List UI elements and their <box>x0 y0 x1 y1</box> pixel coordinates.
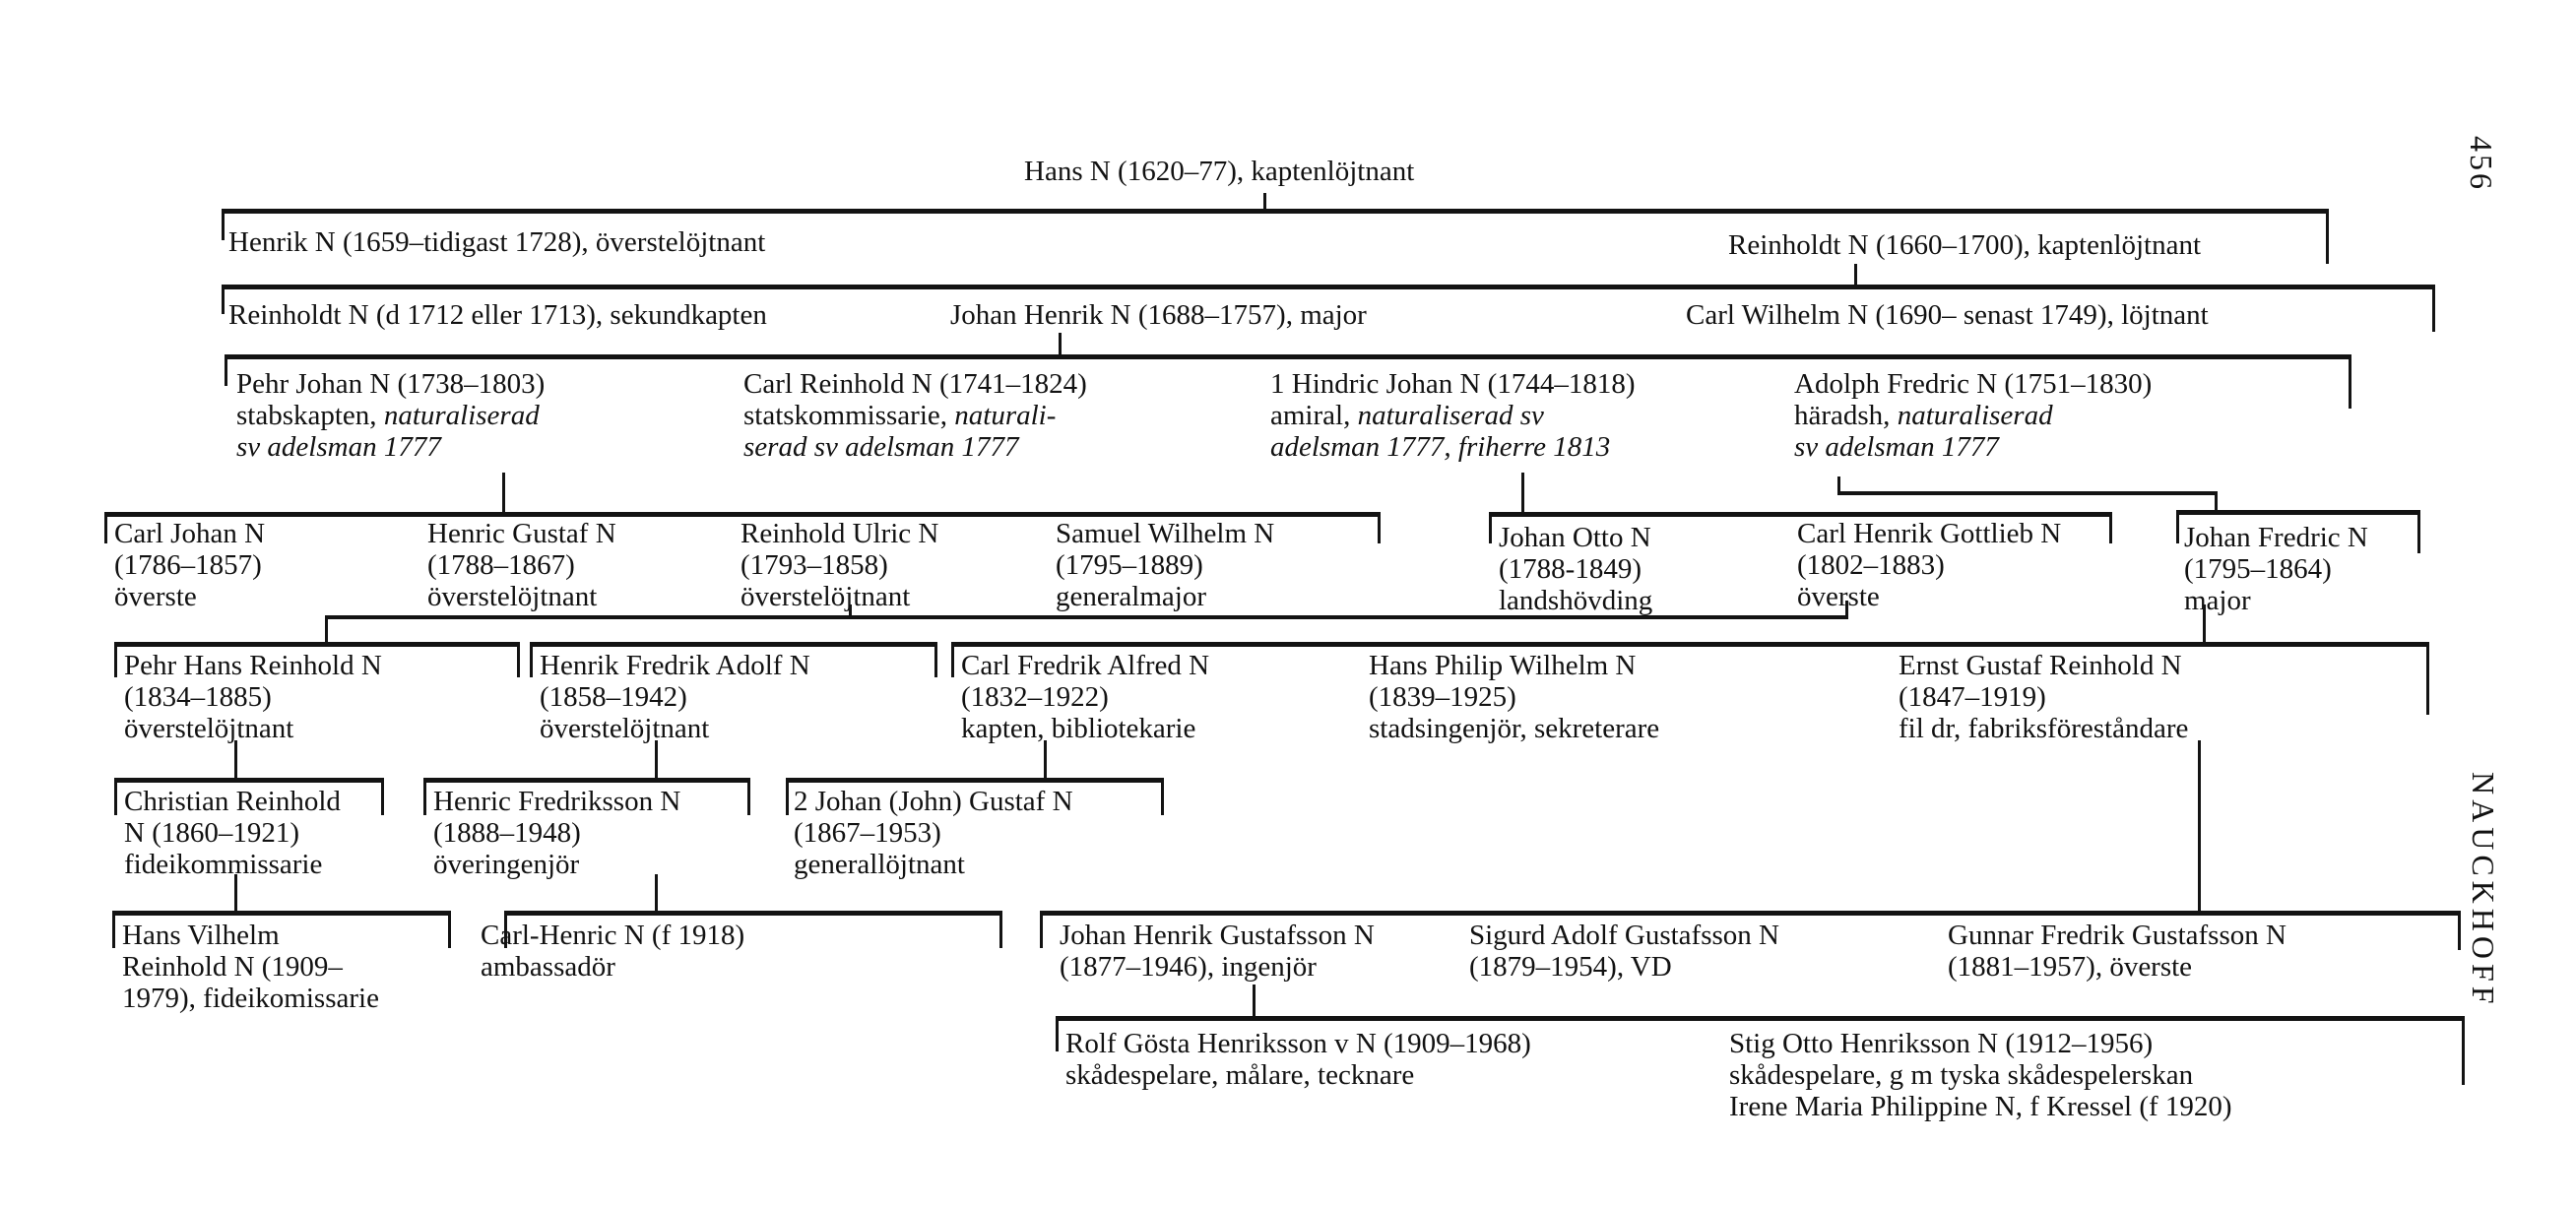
person-text-line: adelsman 1777, friherre 1813 <box>1270 431 1611 463</box>
person-carl-reinhold-n <box>743 368 1087 463</box>
person-text-line: (1834–1885) <box>124 681 272 713</box>
gen3-left-tick <box>222 285 225 314</box>
person-text-line: (1888–1948) <box>433 817 581 849</box>
gen2-sibling-line <box>222 209 2326 214</box>
person-henric-gustaf-n <box>427 518 616 612</box>
gen5-right-line-left-tick <box>2176 510 2179 543</box>
person-text-line: Carl Reinhold N (1741–1824) <box>743 368 1087 400</box>
person-text-line: (1832–1922) <box>961 681 1109 713</box>
person-text-line: överingenjör <box>433 849 580 880</box>
pehr-johan-drop <box>502 473 505 514</box>
gen9-left-tick <box>1056 1016 1059 1051</box>
gen8-bracket-1-left-tick <box>112 911 115 948</box>
person-hans-philip-wilhelm-n <box>1369 650 1659 744</box>
person-rolf-gosta-henriksson-v-n <box>1065 1028 1531 1091</box>
ernst-long-drop <box>2198 740 2201 913</box>
gen9-line <box>1056 1016 2465 1021</box>
person-text-line: Henrik Fredrik Adolf N <box>540 650 810 681</box>
person-hans-n <box>1024 156 1414 187</box>
gen6-bracket-2-left-tick <box>530 642 533 677</box>
person-henrik-fredrik-adolf-n <box>540 650 810 744</box>
person-stig-otto-henriksson-n <box>1729 1028 2232 1122</box>
person-text-line: stadsingenjör, sekreterare <box>1369 713 1660 744</box>
person-johan-john-gustaf-n <box>794 786 1073 880</box>
person-text-line: (1881–1957), överste <box>1948 951 2193 983</box>
pehr-hans-drop <box>234 740 237 780</box>
gen6-bracket-1-left-tick <box>114 642 117 677</box>
adolph-child-drop <box>2215 491 2218 512</box>
person-text-line: sv adelsman 1777 <box>236 431 441 463</box>
person-text-line: Henric Fredriksson N <box>433 786 681 817</box>
page-number: 456 <box>2464 136 2499 192</box>
person-text-line: Henrik N (1659–tidigast 1728), överstelöjtnant <box>228 226 766 258</box>
person-text-line: överste <box>1797 581 1880 612</box>
person-text-line: överste <box>114 581 197 612</box>
gen9-right-tick <box>2462 1016 2465 1085</box>
person-text-line: stabskapten, naturaliserad <box>236 400 540 431</box>
person-text-line: Pehr Johan N (1738–1803) <box>236 368 546 400</box>
person-text-line: Hans Philip Wilhelm N <box>1369 650 1637 681</box>
gen5-right-line-right-tick <box>2417 510 2420 553</box>
person-text-line: 1979), fideikomissarie <box>122 983 379 1014</box>
gen6-bracket-3-left-tick <box>951 642 954 677</box>
person-text-line: häradsh, naturaliserad <box>1794 400 2053 431</box>
person-text-line: Carl Wilhelm N (1690– senast 1749), löjtnant <box>1686 299 2209 331</box>
person-text-line: Johan Otto N <box>1499 522 1651 553</box>
gen7-bracket-2-left-tick <box>423 778 426 815</box>
person-text-line: major <box>2184 585 2251 616</box>
johan-henrik-drop <box>1059 333 1062 356</box>
person-text-line: Reinholdt N (1660–1700), kaptenlöjtnant <box>1728 229 2202 261</box>
person-henrik-n <box>228 226 765 258</box>
person-text-line: Johan Fredric N <box>2184 522 2368 553</box>
gen7-bracket-3 <box>786 778 1164 783</box>
person-carl-henrik-gottlieb-n <box>1797 518 2061 612</box>
gen7-bracket-1-left-tick <box>114 778 117 815</box>
person-text-line: (1847–1919) <box>1899 681 2046 713</box>
person-text-line: Adolph Fredric N (1751–1830) <box>1794 368 2153 400</box>
person-text-line: överstelöjtnant <box>540 713 710 744</box>
person-johan-henrik-n <box>950 299 1367 331</box>
person-text-line: (1858–1942) <box>540 681 687 713</box>
person-text-line: amiral, naturaliserad sv <box>1270 400 1544 431</box>
gen5-mid-line-right-tick <box>2109 512 2112 543</box>
person-pehr-hans-reinhold-n <box>124 650 382 744</box>
person-text-line: (1839–1925) <box>1369 681 1516 713</box>
gen6-bracket-1 <box>114 642 520 647</box>
person-text-line: kapten, bibliotekarie <box>961 713 1196 744</box>
gen4-left-tick <box>225 354 227 386</box>
person-text-line: skådespelare, målare, tecknare <box>1065 1059 1415 1091</box>
gen6-bracket-3-right-corner <box>2426 642 2429 715</box>
gen7-bracket-1 <box>114 778 384 783</box>
person-samuel-wilhelm-n <box>1056 518 1274 612</box>
person-text-line: (1879–1954), VD <box>1469 951 1672 983</box>
person-text-line: (1788–1867) <box>427 549 575 581</box>
person-text-line: Rolf Gösta Henriksson v N (1909–1968) <box>1065 1028 1531 1059</box>
person-sigurd-adolf-gustafsson-n <box>1469 920 1779 983</box>
person-text-line: N (1860–1921) <box>124 817 300 849</box>
person-text-line: Samuel Wilhelm N <box>1056 518 1275 549</box>
person-text-line: Reinhold N (1909– <box>122 951 343 983</box>
person-johan-fredric-n <box>2184 522 2368 616</box>
hindric-drop <box>1521 473 1524 514</box>
gen8-bracket-3 <box>1040 911 2461 916</box>
person-text-line: Carl Fredrik Alfred N <box>961 650 1210 681</box>
gen2-right-tick <box>2326 209 2329 264</box>
person-text-line: (1795–1889) <box>1056 549 1203 581</box>
person-reinholdt-n-d1712 <box>228 299 767 331</box>
person-text-line: ambassadör <box>481 951 615 983</box>
family-name-margin: NAUCKHOFF <box>2466 772 2501 1009</box>
gen5-left-line-left-tick <box>104 512 107 543</box>
person-gunnar-fredrik-gustafsson-n <box>1948 920 2286 983</box>
gen6-bracket-2-right-tick <box>934 642 937 677</box>
person-text-line: Pehr Hans Reinhold N <box>124 650 382 681</box>
person-text-line: generallöjtnant <box>794 849 965 880</box>
person-text-line: Henric Gustaf N <box>427 518 616 549</box>
gen8-bracket-1 <box>112 911 451 916</box>
gen6-bracket-2 <box>530 642 937 647</box>
gen6-bracket-1-right-tick <box>517 642 520 677</box>
person-text-line: landshövding <box>1499 585 1653 616</box>
person-text-line: skådespelare, g m tyska skådespelerskan <box>1729 1059 2194 1091</box>
gen6-upper-left-jog <box>325 615 328 644</box>
person-text-line: (1793–1858) <box>741 549 888 581</box>
gen3-sibling-line <box>222 285 2432 289</box>
gen5-mid-line-left-tick <box>1489 512 1492 543</box>
gen8-bracket-2 <box>504 911 1002 916</box>
person-text-line: Carl-Henric N (f 1918) <box>481 920 745 951</box>
person-text-line: fil dr, fabriksföreståndare <box>1899 713 2189 744</box>
person-text-line: Irene Maria Philippine N, f Kressel (f 1920) <box>1729 1091 2232 1122</box>
gen7-bracket-3-left-tick <box>786 778 789 815</box>
person-text-line: (1802–1883) <box>1797 549 1945 581</box>
person-text-line: Christian Reinhold <box>124 786 341 817</box>
person-text-line: Carl Johan N <box>114 518 266 549</box>
gen7-bracket-2 <box>423 778 750 783</box>
person-henric-fredriksson-n <box>433 786 680 880</box>
person-adolph-fredric-n <box>1794 368 2152 463</box>
person-text-line: Reinholdt N (d 1712 eller 1713), sekundkapten <box>228 299 767 331</box>
person-text-line: Hans Vilhelm <box>122 920 280 951</box>
person-text-line: Sigurd Adolf Gustafsson N <box>1469 920 1779 951</box>
person-text-line: Johan Henrik Gustafsson N <box>1060 920 1375 951</box>
person-johan-henrik-gustafsson-n <box>1060 920 1375 983</box>
person-text-line: Carl Henrik Gottlieb N <box>1797 518 2062 549</box>
adolph-child-link <box>1837 491 2218 495</box>
person-text-line: (1795–1864) <box>2184 553 2332 585</box>
reinholdt-drop <box>1854 264 1857 286</box>
gen5-right-line <box>2176 510 2420 515</box>
person-carl-henric-n <box>481 920 744 983</box>
person-text-line: (1867–1953) <box>794 817 941 849</box>
carl-fredrik-alfred-drop <box>1044 740 1047 780</box>
gen7-bracket-2-right-tick <box>747 778 750 815</box>
person-reinhold-ulric-n <box>741 518 938 612</box>
gen4-right-tick <box>2349 354 2351 409</box>
person-text-line: Johan Henrik N (1688–1757), major <box>950 299 1367 331</box>
person-pehr-johan-n <box>236 368 545 463</box>
person-carl-fredrik-alfred-n <box>961 650 1209 744</box>
person-text-line: Ernst Gustaf Reinhold N <box>1899 650 2182 681</box>
gen4-sibling-line <box>225 354 2351 359</box>
gen7-bracket-3-right-tick <box>1161 778 1164 815</box>
person-text-line: serad sv adelsman 1777 <box>743 431 1019 463</box>
gen5-mid-line <box>1489 512 2112 517</box>
person-carl-wilhelm-n <box>1686 299 2209 331</box>
person-text-line: sv adelsman 1777 <box>1794 431 1999 463</box>
henrik-fredrik-adolf-drop <box>655 740 658 780</box>
gen8-bracket-2-right-tick <box>999 911 1002 948</box>
person-johan-otto-n <box>1499 522 1652 616</box>
johan-henrik-gustafsson-drop <box>1253 985 1256 1018</box>
person-text-line: (1788-1849) <box>1499 553 1642 585</box>
person-text-line: Gunnar Fredrik Gustafsson N <box>1948 920 2286 951</box>
person-text-line: 1 Hindric Johan N (1744–1818) <box>1270 368 1636 400</box>
person-text-line: Reinhold Ulric N <box>741 518 939 549</box>
gen8-bracket-3-right-tick <box>2458 911 2461 950</box>
person-text-line: fideikommissarie <box>124 849 323 880</box>
gen6-bracket-3 <box>951 642 2429 647</box>
gen8-bracket-3-left-tick <box>1040 911 1043 948</box>
gen3-right-tick <box>2432 285 2435 332</box>
person-christian-reinhold-n <box>124 786 341 880</box>
person-text-line: (1877–1946), ingenjör <box>1060 951 1317 983</box>
person-ernst-gustaf-reinhold-n <box>1899 650 2188 744</box>
person-text-line: Hans N (1620–77), kaptenlöjtnant <box>1024 156 1415 187</box>
person-hindric-johan-n <box>1270 368 1636 463</box>
person-text-line: överstelöjtnant <box>124 713 294 744</box>
gen5-left-line <box>104 512 1381 517</box>
person-text-line: överstelöjtnant <box>741 581 911 612</box>
gen8-bracket-1-right-tick <box>448 911 451 948</box>
person-text-line: 2 Johan (John) Gustaf N <box>794 786 1073 817</box>
person-hans-vilhelm-reinhold-n <box>122 920 379 1014</box>
person-text-line: (1786–1857) <box>114 549 262 581</box>
gen5-left-line-right-tick <box>1378 512 1381 543</box>
person-text-line: statskommissarie, naturali- <box>743 400 1057 431</box>
person-text-line: överstelöjtnant <box>427 581 598 612</box>
person-text-line: Stig Otto Henriksson N (1912–1956) <box>1729 1028 2154 1059</box>
person-text-line: generalmajor <box>1056 581 1206 612</box>
gen2-left-tick <box>222 209 225 240</box>
person-carl-johan-n <box>114 518 265 612</box>
gen7-bracket-1-right-tick <box>381 778 384 815</box>
person-reinholdt-n-1660 <box>1728 229 2201 261</box>
